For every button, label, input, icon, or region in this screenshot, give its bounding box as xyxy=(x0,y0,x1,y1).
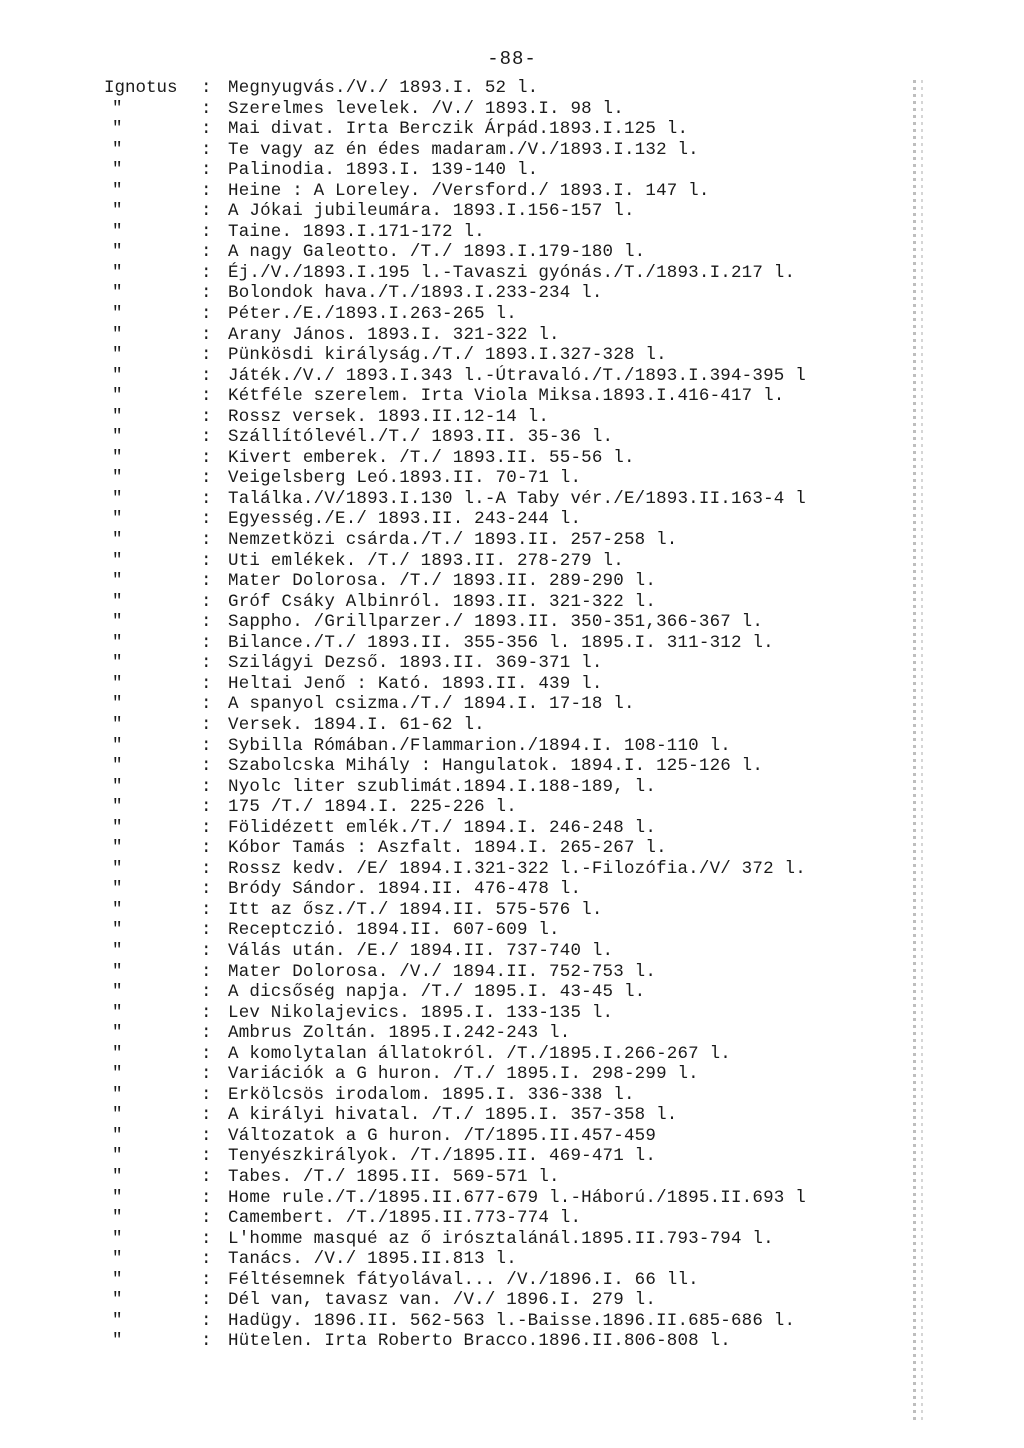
entry-text: Versek. 1894.I. 61-62 l. xyxy=(228,714,485,735)
entry-text: Tenyészkirályok. /T./1895.II. 469-471 l. xyxy=(228,1146,657,1167)
ditto-mark: " xyxy=(112,488,123,509)
ditto-mark: " xyxy=(112,345,123,366)
bibliography-entry xyxy=(0,756,1024,777)
entry-text: A nagy Galeotto. /T./ 1893.I.179-180 l. xyxy=(228,242,646,263)
ditto-mark: " xyxy=(112,1043,123,1064)
entry-text: Ambrus Zoltán. 1895.I.242-243 l. xyxy=(228,1023,571,1044)
entry-text: Éj./V./1893.I.195 l.-Tavaszi gyónás./T./1893.I.217 l. xyxy=(228,262,796,283)
entry-text: Veigelsberg Leó.1893.II. 70-71 l. xyxy=(228,468,582,489)
bibliography-entry xyxy=(0,468,1024,489)
bibliography-entry xyxy=(0,78,1024,99)
entry-separator: : xyxy=(201,1084,212,1105)
entry-text: L'homme masqué az ő irósztalánál.1895.II.793-794 l. xyxy=(228,1228,774,1249)
entry-text: Megnyugvás./V./ 1893.I. 52 l. xyxy=(228,78,539,98)
ditto-mark: " xyxy=(112,427,123,448)
entry-text: Mater Dolorosa. /V./ 1894.II. 752-753 l. xyxy=(228,961,657,982)
bibliography-entry xyxy=(0,941,1024,962)
ditto-mark: " xyxy=(112,262,123,283)
ditto-mark: " xyxy=(112,304,123,325)
bibliography-entry xyxy=(0,879,1024,900)
bibliography-entry xyxy=(0,592,1024,613)
ditto-mark: " xyxy=(112,1064,123,1085)
bibliography-entry xyxy=(0,407,1024,428)
entry-separator: : xyxy=(201,1228,212,1249)
ditto-mark: " xyxy=(112,324,123,345)
entry-text: A Jókai jubileumára. 1893.I.156-157 l. xyxy=(228,201,635,222)
ditto-mark: " xyxy=(112,838,123,859)
ditto-mark: " xyxy=(112,817,123,838)
author-name: Ignotus xyxy=(104,78,178,98)
ditto-mark: " xyxy=(112,509,123,530)
entry-text: Rossz kedv. /E/ 1894.I.321-322 l.-Filozófia./V/ 372 l. xyxy=(228,858,806,879)
entry-text: Rossz versek. 1893.II.12-14 l. xyxy=(228,406,550,427)
ditto-mark: " xyxy=(112,961,123,982)
entry-text: Nyolc liter szublimát.1894.I.188-189, l. xyxy=(228,776,657,797)
entry-separator: : xyxy=(201,1125,212,1146)
ditto-mark: " xyxy=(112,1105,123,1126)
ditto-mark: " xyxy=(112,1331,123,1352)
entry-text: Home rule./T./1895.II.677-679 l.-Háború./1895.II.693 l xyxy=(228,1187,806,1208)
entry-text: Szilágyi Dezső. 1893.II. 369-371 l. xyxy=(228,653,603,674)
entry-separator: : xyxy=(201,838,212,859)
entry-separator: : xyxy=(201,365,212,386)
ditto-mark: " xyxy=(112,468,123,489)
bibliography-entry xyxy=(0,345,1024,366)
entry-separator: : xyxy=(201,673,212,694)
bibliography-entry xyxy=(0,140,1024,161)
entry-text: Fölidézett emlék./T./ 1894.I. 246-248 l. xyxy=(228,817,657,838)
entry-text: Találka./V/1893.I.130 l.-A Taby vér./E/1893.II.163-4 l xyxy=(228,488,806,509)
entry-separator: : xyxy=(201,1043,212,1064)
entry-separator: : xyxy=(201,78,212,98)
bibliography-entry xyxy=(0,1188,1024,1209)
entry-separator: : xyxy=(201,139,212,160)
entry-separator: : xyxy=(201,304,212,325)
bibliography-entry xyxy=(0,1229,1024,1250)
entry-separator: : xyxy=(201,1249,212,1270)
entry-separator: : xyxy=(201,488,212,509)
ditto-mark: " xyxy=(112,1290,123,1311)
ditto-mark: " xyxy=(112,180,123,201)
entry-text: A spanyol csizma./T./ 1894.I. 17-18 l. xyxy=(228,694,635,715)
bibliography-entry xyxy=(0,119,1024,140)
bibliography-entry xyxy=(0,325,1024,346)
entry-separator: : xyxy=(201,324,212,345)
entry-separator: : xyxy=(201,776,212,797)
bibliography-entry xyxy=(0,1270,1024,1291)
bibliography-entry xyxy=(0,962,1024,983)
bibliography-entry xyxy=(0,1003,1024,1024)
entry-text: Camembert. /T./1895.II.773-774 l. xyxy=(228,1208,582,1229)
entry-separator: : xyxy=(201,982,212,1003)
entry-text: Itt az ősz./T./ 1894.II. 575-576 l. xyxy=(228,899,603,920)
entry-separator: : xyxy=(201,879,212,900)
entry-text: A királyi hivatal. /T./ 1895.I. 357-358 l. xyxy=(228,1105,678,1126)
ditto-mark: " xyxy=(112,1125,123,1146)
bibliography-entry xyxy=(0,982,1024,1003)
entry-text: Válás után. /E./ 1894.II. 737-740 l. xyxy=(228,940,614,961)
bibliography-entry xyxy=(0,1290,1024,1311)
ditto-mark: " xyxy=(112,1269,123,1290)
entry-text: Egyesség./E./ 1893.II. 243-244 l. xyxy=(228,509,582,530)
ditto-mark: " xyxy=(112,632,123,653)
entry-separator: : xyxy=(201,530,212,551)
bibliography-entry xyxy=(0,1208,1024,1229)
entry-text: A dicsőség napja. /T./ 1895.I. 43-45 l. xyxy=(228,982,646,1003)
bibliography-entry xyxy=(0,838,1024,859)
entry-separator: : xyxy=(201,1290,212,1311)
entry-text: Péter./E./1893.I.263-265 l. xyxy=(228,304,517,325)
ditto-mark: " xyxy=(112,591,123,612)
ditto-mark: " xyxy=(112,735,123,756)
entry-separator: : xyxy=(201,262,212,283)
bibliography-entry xyxy=(0,160,1024,181)
entry-separator: : xyxy=(201,1331,212,1352)
ditto-mark: " xyxy=(112,714,123,735)
bibliography-entry xyxy=(0,653,1024,674)
entry-separator: : xyxy=(201,406,212,427)
entry-text: Uti emlékek. /T./ 1893.II. 278-279 l. xyxy=(228,550,624,571)
ditto-mark: " xyxy=(112,879,123,900)
entry-text: Változatok a G huron. /T/1895.II.457-459 xyxy=(228,1125,657,1146)
bibliography-entry xyxy=(0,509,1024,530)
entry-separator: : xyxy=(201,427,212,448)
ditto-mark: " xyxy=(112,139,123,160)
entry-separator: : xyxy=(201,1310,212,1331)
ditto-mark: " xyxy=(112,530,123,551)
page-number: -88- xyxy=(487,48,537,70)
entry-separator: : xyxy=(201,221,212,242)
entry-text: Taine. 1893.I.171-172 l. xyxy=(228,221,485,242)
entry-text: Te vagy az én édes madaram./V./1893.I.132 l. xyxy=(228,139,699,160)
entry-separator: : xyxy=(201,961,212,982)
entry-separator: : xyxy=(201,180,212,201)
entry-text: Pünkösdi királyság./T./ 1893.I.327-328 l. xyxy=(228,345,667,366)
entry-separator: : xyxy=(201,817,212,838)
ditto-mark: " xyxy=(112,694,123,715)
entry-text: Heine : A Loreley. /Versford./ 1893.I. 147 l. xyxy=(228,180,710,201)
entry-separator: : xyxy=(201,1208,212,1229)
entry-separator: : xyxy=(201,119,212,140)
bibliography-entry xyxy=(0,694,1024,715)
ditto-mark: " xyxy=(112,1249,123,1270)
entry-text: Dél van, tavasz van. /V./ 1896.I. 279 l. xyxy=(228,1290,657,1311)
entry-separator: : xyxy=(201,1023,212,1044)
entry-text: Palinodia. 1893.I. 139-140 l. xyxy=(228,160,539,181)
entry-separator: : xyxy=(201,858,212,879)
entry-text: A komolytalan állatokról. /T./1895.I.266-267 l. xyxy=(228,1043,731,1064)
bibliography-entry xyxy=(0,222,1024,243)
bibliography-entry xyxy=(0,386,1024,407)
bibliography-entry xyxy=(0,551,1024,572)
bibliography-entry xyxy=(0,489,1024,510)
entry-separator: : xyxy=(201,756,212,777)
entry-separator: : xyxy=(201,1187,212,1208)
bibliography-entry xyxy=(0,1249,1024,1270)
bibliography-entry xyxy=(0,427,1024,448)
ditto-mark: " xyxy=(112,221,123,242)
bibliography-entry xyxy=(0,777,1024,798)
entry-separator: : xyxy=(201,612,212,633)
ditto-mark: " xyxy=(112,1208,123,1229)
ditto-mark: " xyxy=(112,1187,123,1208)
bibliography-entry xyxy=(0,1023,1024,1044)
entry-text: Kóbor Tamás : Aszfalt. 1894.I. 265-267 l. xyxy=(228,838,667,859)
entry-separator: : xyxy=(201,201,212,222)
bibliography-entry xyxy=(0,571,1024,592)
bibliography-entry xyxy=(0,181,1024,202)
entry-text: Erkölcsös irodalom. 1895.I. 336-338 l. xyxy=(228,1084,635,1105)
bibliography-entry xyxy=(0,674,1024,695)
ditto-mark: " xyxy=(112,406,123,427)
entry-text: Szabolcska Mihály : Hangulatok. 1894.I. 125-126 l. xyxy=(228,756,764,777)
entry-text: Mai divat. Irta Berczik Árpád.1893.I.125 l. xyxy=(228,119,689,140)
ditto-mark: " xyxy=(112,797,123,818)
ditto-mark: " xyxy=(112,1146,123,1167)
entry-separator: : xyxy=(201,591,212,612)
bibliography-entry xyxy=(0,1064,1024,1085)
bibliography-entry xyxy=(0,1146,1024,1167)
bibliography-entry xyxy=(0,1126,1024,1147)
bibliography-entry xyxy=(0,304,1024,325)
entry-text: Féltésemnek fátyolával... /V./1896.I. 66 ll. xyxy=(228,1269,699,1290)
ditto-mark: " xyxy=(112,1023,123,1044)
bibliography-entry xyxy=(0,715,1024,736)
bibliography-entry xyxy=(0,612,1024,633)
bibliography-entry xyxy=(0,920,1024,941)
entry-separator: : xyxy=(201,1105,212,1126)
entry-separator: : xyxy=(201,468,212,489)
ditto-mark: " xyxy=(112,899,123,920)
bibliography-list xyxy=(0,78,1024,1352)
entry-separator: : xyxy=(201,694,212,715)
ditto-mark: " xyxy=(112,283,123,304)
bibliography-entry xyxy=(0,633,1024,654)
ditto-mark: " xyxy=(112,571,123,592)
ditto-mark: " xyxy=(112,447,123,468)
ditto-mark: " xyxy=(112,1002,123,1023)
entry-separator: : xyxy=(201,447,212,468)
entry-separator: : xyxy=(201,632,212,653)
entry-text: Szállítólevél./T./ 1893.II. 35-36 l. xyxy=(228,427,614,448)
ditto-mark: " xyxy=(112,98,123,119)
entry-text: Lev Nikolajevics. 1895.I. 133-135 l. xyxy=(228,1002,614,1023)
entry-separator: : xyxy=(201,98,212,119)
ditto-mark: " xyxy=(112,1228,123,1249)
ditto-mark: " xyxy=(112,119,123,140)
ditto-mark: " xyxy=(112,612,123,633)
ditto-mark: " xyxy=(112,365,123,386)
entry-separator: : xyxy=(201,1269,212,1290)
bibliography-entry xyxy=(0,201,1024,222)
ditto-mark: " xyxy=(112,673,123,694)
entry-text: Bródy Sándor. 1894.II. 476-478 l. xyxy=(228,879,582,900)
bibliography-entry xyxy=(0,797,1024,818)
ditto-mark: " xyxy=(112,756,123,777)
entry-text: Tanács. /V./ 1895.II.813 l. xyxy=(228,1249,517,1270)
ditto-mark: " xyxy=(112,940,123,961)
ditto-mark: " xyxy=(112,160,123,181)
bibliography-entry xyxy=(0,1044,1024,1065)
ditto-mark: " xyxy=(112,550,123,571)
ditto-mark: " xyxy=(112,386,123,407)
entry-text: Játék./V./ 1893.I.343 l.-Útravaló./T./1893.I.394-395 l xyxy=(228,365,806,386)
entry-separator: : xyxy=(201,550,212,571)
entry-separator: : xyxy=(201,1146,212,1167)
entry-text: Sappho. /Grillparzer./ 1893.II. 350-351,366-367 l. xyxy=(228,612,764,633)
bibliography-entry xyxy=(0,1331,1024,1352)
entry-text: Nemzetközi csárda./T./ 1893.II. 257-258 l. xyxy=(228,530,678,551)
bibliography-entry xyxy=(0,1167,1024,1188)
bibliography-entry xyxy=(0,366,1024,387)
entry-text: Kivert emberek. /T./ 1893.II. 55-56 l. xyxy=(228,447,635,468)
entry-separator: : xyxy=(201,653,212,674)
entry-text: Sybilla Rómában./Flammarion./1894.I. 108-110 l. xyxy=(228,735,731,756)
bibliography-entry xyxy=(0,818,1024,839)
bibliography-entry xyxy=(0,283,1024,304)
entry-separator: : xyxy=(201,1166,212,1187)
entry-text: Bilance./T./ 1893.II. 355-356 l. 1895.I. 311-312 l. xyxy=(228,632,774,653)
bibliography-entry xyxy=(0,242,1024,263)
entry-text: Receptcziό. 1894.II. 607-609 l. xyxy=(228,920,560,941)
entry-text: Gróf Csáky Albinról. 1893.II. 321-322 l. xyxy=(228,591,657,612)
entry-text: Arany János. 1893.I. 321-322 l. xyxy=(228,324,560,345)
entry-separator: : xyxy=(201,283,212,304)
ditto-mark: " xyxy=(112,653,123,674)
ditto-mark: " xyxy=(112,1166,123,1187)
ditto-mark: " xyxy=(112,776,123,797)
entry-separator: : xyxy=(201,345,212,366)
entry-separator: : xyxy=(201,940,212,961)
entry-separator: : xyxy=(201,386,212,407)
bibliography-entry xyxy=(0,99,1024,120)
bibliography-entry xyxy=(0,1311,1024,1332)
entry-separator: : xyxy=(201,735,212,756)
entry-separator: : xyxy=(201,920,212,941)
entry-text: Variációk a G huron. /T./ 1895.I. 298-299 l. xyxy=(228,1064,699,1085)
ditto-mark: " xyxy=(112,1084,123,1105)
ditto-mark: " xyxy=(112,201,123,222)
entry-text: Heltai Jenő : Kató. 1893.II. 439 l. xyxy=(228,673,603,694)
entry-separator: : xyxy=(201,899,212,920)
entry-text: Hadügy. 1896.II. 562-563 l.-Baisse.1896.II.685-686 l. xyxy=(228,1310,796,1331)
ditto-mark: " xyxy=(112,242,123,263)
bibliography-entry xyxy=(0,448,1024,469)
entry-text: Bolondok hava./T./1893.I.233-234 l. xyxy=(228,283,603,304)
entry-separator: : xyxy=(201,160,212,181)
bibliography-entry xyxy=(0,859,1024,880)
ditto-mark: " xyxy=(112,1310,123,1331)
entry-separator: : xyxy=(201,1002,212,1023)
entry-separator: : xyxy=(201,797,212,818)
entry-text: 175 /T./ 1894.I. 225-226 l. xyxy=(228,797,517,818)
bibliography-entry xyxy=(0,530,1024,551)
ditto-mark: " xyxy=(112,982,123,1003)
ditto-mark: " xyxy=(112,858,123,879)
entry-text: Szerelmes levelek. /V./ 1893.I. 98 l. xyxy=(228,98,624,119)
ditto-mark: " xyxy=(112,920,123,941)
entry-text: Tabes. /T./ 1895.II. 569-571 l. xyxy=(228,1166,560,1187)
entry-separator: : xyxy=(201,509,212,530)
entry-text: Mater Dolorosa. /T./ 1893.II. 289-290 l. xyxy=(228,571,657,592)
entry-text: Kétféle szerelem. Irta Viola Miksa.1893.I.416-417 l. xyxy=(228,386,785,407)
entry-separator: : xyxy=(201,1064,212,1085)
entry-text: Hütelen. Irta Roberto Bracco.1896.II.806-808 l. xyxy=(228,1331,731,1352)
bibliography-entry xyxy=(0,263,1024,284)
entry-separator: : xyxy=(201,242,212,263)
bibliography-entry xyxy=(0,900,1024,921)
bibliography-entry xyxy=(0,1085,1024,1106)
bibliography-entry xyxy=(0,1105,1024,1126)
bibliography-entry xyxy=(0,736,1024,757)
entry-separator: : xyxy=(201,571,212,592)
entry-separator: : xyxy=(201,714,212,735)
